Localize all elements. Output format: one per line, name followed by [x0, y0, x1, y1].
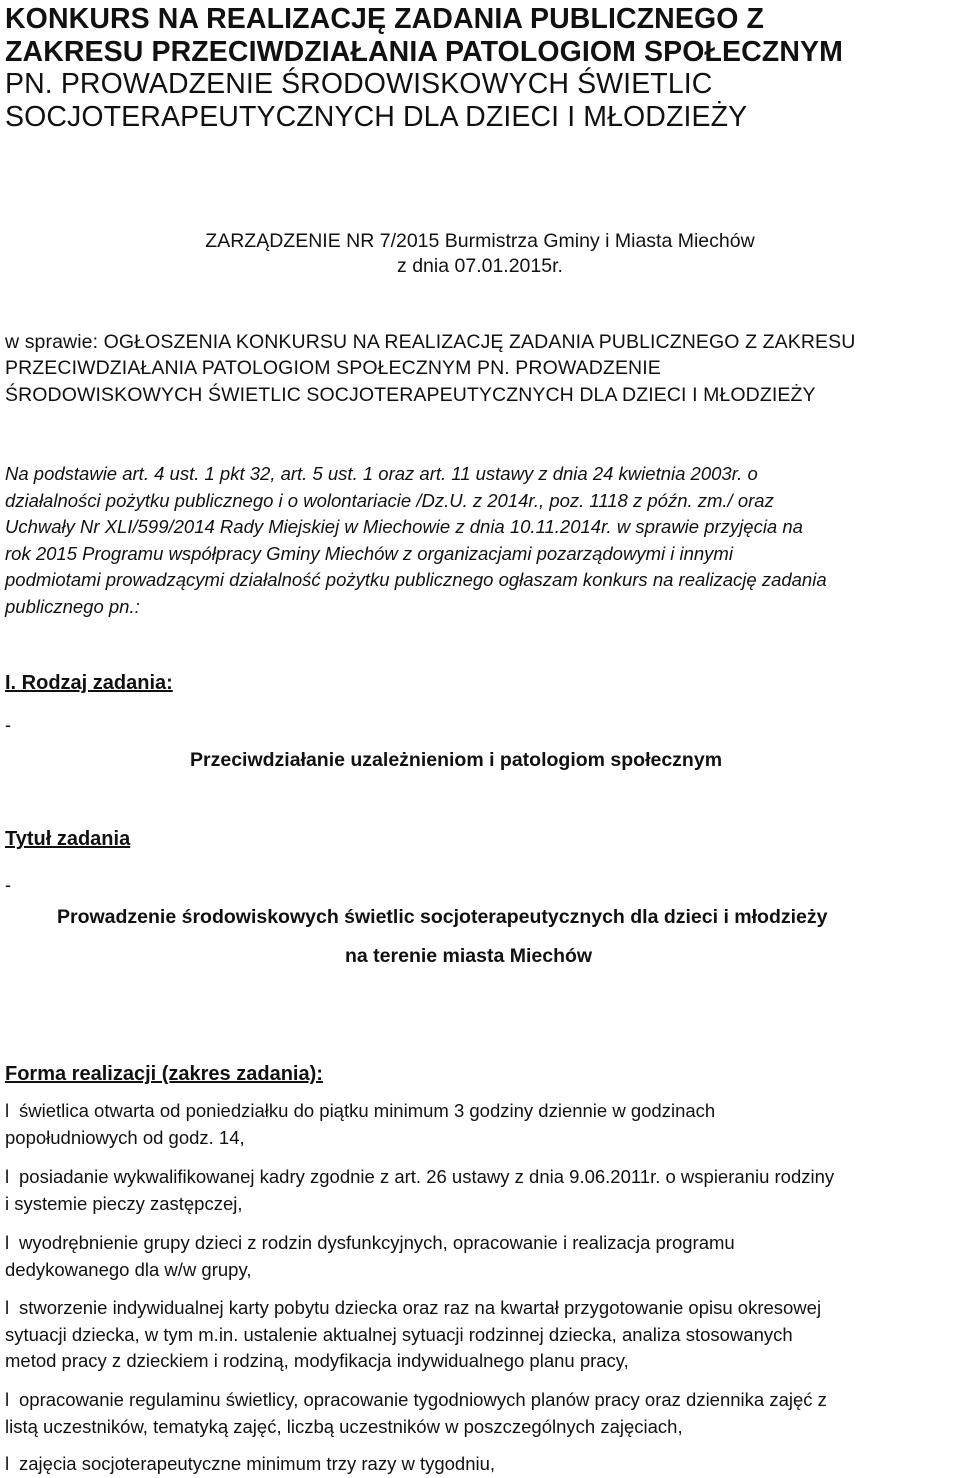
basis-line-5: podmiotami prowadzącymi działalność pożytku publicznego ogłaszam konkurs na realizację zadania [5, 569, 827, 590]
task-title-line-1: Prowadzenie środowiskowych świetlic socjoterapeutycznych dla dzieci i młodzieży [57, 906, 828, 928]
legal-basis [5, 461, 957, 620]
form-item-2 [5, 1164, 957, 1217]
form-heading: Forma realizacji (zakres zadania): [5, 1063, 323, 1085]
ordinance-date: z dnia 07.01.2015r. [397, 255, 563, 277]
basis-line-2: działalności pożytku publicznego i o wolontariacie /Dz.U. z 2014r., poz. 1118 z późn. zm./ oraz [5, 489, 774, 511]
title-line-4: SOCJOTERAPEUTYCZNYCH DLA DZIECI I MŁODZIEŻY [5, 100, 748, 133]
form-item-3-line-1: wyodrębnienie grupy dzieci z rodzin dysfunkcyjnych, opracowanie i realizacja programu [19, 1232, 735, 1253]
document-title [5, 3, 955, 133]
subject-line-1: w sprawie: OGŁOSZENIA KONKURSU NA REALIZACJĘ ZADANIA PUBLICZNEGO Z ZAKRESU [5, 331, 856, 353]
form-item-4-line-2: sytuacji dziecka, w tym m.in. ustalenie aktualnej sytuacji rodzinnej dziecka, analiza stosowanych [5, 1323, 793, 1345]
form-item-2-line-1: posiadanie wykwalifikowanej kadry zgodnie z art. 26 ustawy z dnia 9.06.2011r. o wspieraniu rodziny [19, 1166, 835, 1187]
form-item-1 [5, 1098, 957, 1151]
task-title-heading: Tytuł zadania [5, 828, 131, 850]
task-title-dash: - [5, 875, 11, 895]
title-line-1: KONKURS NA REALIZACJĘ ZADANIA PUBLICZNEGO Z [5, 3, 765, 35]
subject-line-2: PRZECIWDZIAŁANIA PATOLOGIOM SPOŁECZNYM PN. PROWADZENIE [5, 357, 661, 380]
task-type-heading: I. Rodzaj zadania: [5, 672, 173, 694]
basis-line-6: publicznego pn.: [5, 595, 140, 617]
task-type-value: Przeciwdziałanie uzależnieniom i patologiom społecznym [190, 749, 723, 771]
basis-line-4: rok 2015 Programu współpracy Gminy Miechów z organizacjami pozarządowymi i innymi [5, 542, 733, 564]
form-item-1-line-1: świetlica otwarta od poniedziałku do piątku minimum 3 godziny dziennie w godzinach [19, 1100, 716, 1121]
form-item-5-line-1: opracowanie regulaminu świetlicy, opracowanie tygodniowych planów pracy oraz dziennika zajęć z [19, 1389, 827, 1410]
title-line-2: ZAKRESU PRZECIWDZIAŁANIA PATOLOGIOM SPOŁECZNYM [5, 35, 843, 68]
ordinance-subject [5, 329, 955, 408]
form-item-4-line-3: metod pracy z dzieckiem i rodziną, modyfikacja indywidualnego planu pracy, [5, 1350, 629, 1371]
form-item-1-line-2: popołudniowych od godz. 14, [5, 1126, 245, 1148]
form-item-3-line-2: dedykowanego dla w/w grupy, [5, 1258, 252, 1280]
form-item-4 [5, 1295, 957, 1375]
form-item-5 [5, 1387, 957, 1440]
bullet-marker: l [5, 1100, 10, 1121]
task-type-dash: - [5, 715, 11, 735]
form-item-3 [5, 1230, 957, 1283]
form-item-2-line-2: i systemie pieczy zastępczej, [5, 1192, 243, 1214]
bullet-marker: l [5, 1389, 10, 1410]
form-item-6 [5, 1451, 957, 1478]
ordinance-number: ZARZĄDZENIE NR 7/2015 Burmistrza Gminy i Miasta Miechów [205, 230, 755, 252]
bullet-marker: l [5, 1166, 10, 1187]
subject-line-3: ŚRODOWISKOWYCH ŚWIETLIC SOCJOTERAPEUTYCZNYCH DLA DZIECI I MŁODZIEŻY [5, 383, 816, 406]
task-title-line-2: na terenie miasta Miechów [345, 945, 593, 967]
form-item-6-line-1: zajęcia socjoterapeutyczne minimum trzy razy w tygodniu, [19, 1453, 496, 1474]
bullet-marker: l [5, 1232, 10, 1253]
bullet-marker: l [5, 1297, 10, 1318]
form-item-5-line-2: listą uczestników, tematyką zajęć, liczbą uczestników w poszczególnych zajęciach, [5, 1415, 683, 1437]
bullet-marker: l [5, 1453, 10, 1474]
basis-line-1: Na podstawie art. 4 ust. 1 pkt 32, art. 5 ust. 1 oraz art. 11 ustawy z dnia 24 kwietnia 2003r. o [5, 463, 758, 484]
basis-line-3: Uchwały Nr XLI/599/2014 Rady Miejskiej w Miechowie z dnia 10.11.2014r. w sprawie przyjęcia na [5, 516, 803, 537]
form-item-4-line-1: stworzenie indywidualnej karty pobytu dziecka oraz raz na kwartał przygotowanie opisu okresowej [19, 1297, 822, 1318]
title-line-3: PN. PROWADZENIE ŚRODOWISKOWYCH ŚWIETLIC [5, 68, 713, 100]
